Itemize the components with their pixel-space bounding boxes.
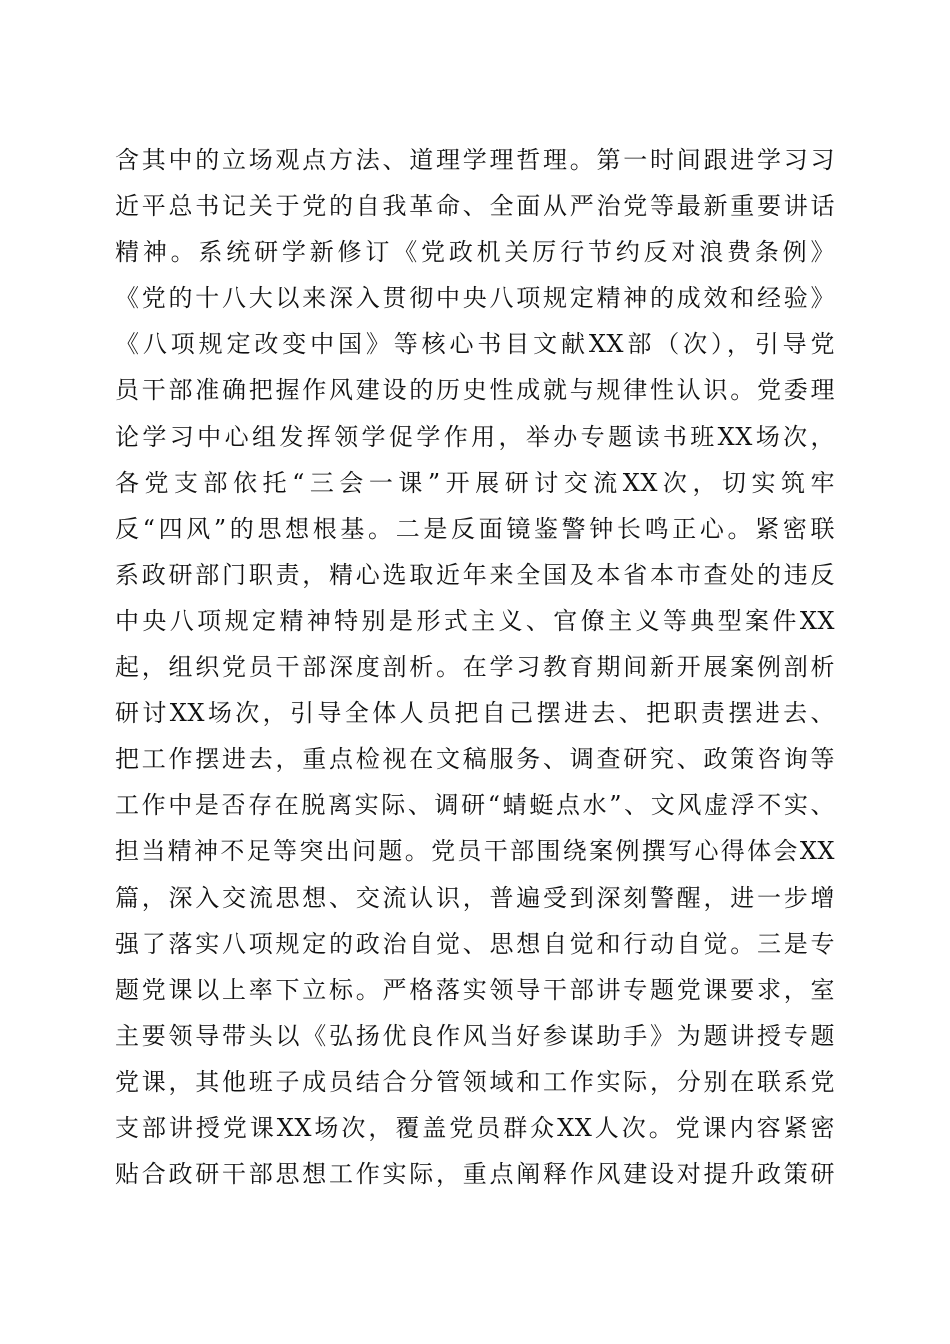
text-line: 精神。系统研学新修订《党政机关厉行节约反对浪费条例》 [115, 238, 835, 267]
text-line: 论学习中心组发挥领学促学作用，举办专题读书班XX场次， [115, 422, 835, 451]
text-line: 题党课以上率下立标。严格落实领导干部讲专题党课要求，室 [115, 975, 835, 1004]
text-line: 反“四风”的思想根基。二是反面镜鉴警钟长鸣正心。紧密联 [115, 514, 835, 543]
text-line: 篇，深入交流思想、交流认识，普遍受到深刻警醒，进一步增 [115, 883, 835, 912]
text-line: 工作中是否存在脱离实际、调研“蜻蜓点水”、文风虚浮不实、 [115, 791, 835, 820]
text-line: 强了落实八项规定的政治自觉、思想自觉和行动自觉。三是专 [115, 929, 835, 958]
text-line: 《八项规定改变中国》等核心书目文献XX部（次），引导党 [115, 330, 835, 359]
text-line: 把工作摆进去，重点检视在文稿服务、调查研究、政策咨询等 [115, 745, 835, 774]
text-line: 担当精神不足等突出问题。党员干部围绕案例撰写心得体会XX [115, 837, 835, 866]
text-line: 各党支部依托“三会一课”开展研讨交流XX次，切实筑牢 [115, 468, 835, 497]
text-line: 含其中的立场观点方法、道理学理哲理。第一时间跟进学习习 [115, 146, 835, 174]
text-line: 贴合政研干部思想工作实际，重点阐释作风建设对提升政策研 [115, 1160, 835, 1189]
text-line: 党课，其他班子成员结合分管领域和工作实际，分别在联系党 [115, 1067, 835, 1096]
text-line: 中央八项规定精神特别是形式主义、官僚主义等典型案件XX [115, 606, 835, 635]
text-line: 员干部准确把握作风建设的历史性成就与规律性认识。党委理 [115, 376, 835, 405]
text-line: 近平总书记关于党的自我革命、全面从严治党等最新重要讲话 [115, 192, 835, 221]
text-line: 系政研部门职责，精心选取近年来全国及本省本市查处的违反 [115, 560, 835, 589]
text-line: 支部讲授党课XX场次，覆盖党员群众XX人次。党课内容紧密 [115, 1113, 835, 1142]
body-text [115, 137, 835, 1197]
text-line: 主要领导带头以《弘扬优良作风当好参谋助手》为题讲授专题 [115, 1021, 835, 1050]
text-line: 研讨XX场次，引导全体人员把自己摆进去、把职责摆进去、 [115, 699, 835, 728]
text-line: 起，组织党员干部深度剖析。在学习教育期间新开展案例剖析 [115, 653, 835, 682]
text-line: 《党的十八大以来深入贯彻中央八项规定精神的成效和经验》 [115, 284, 835, 313]
